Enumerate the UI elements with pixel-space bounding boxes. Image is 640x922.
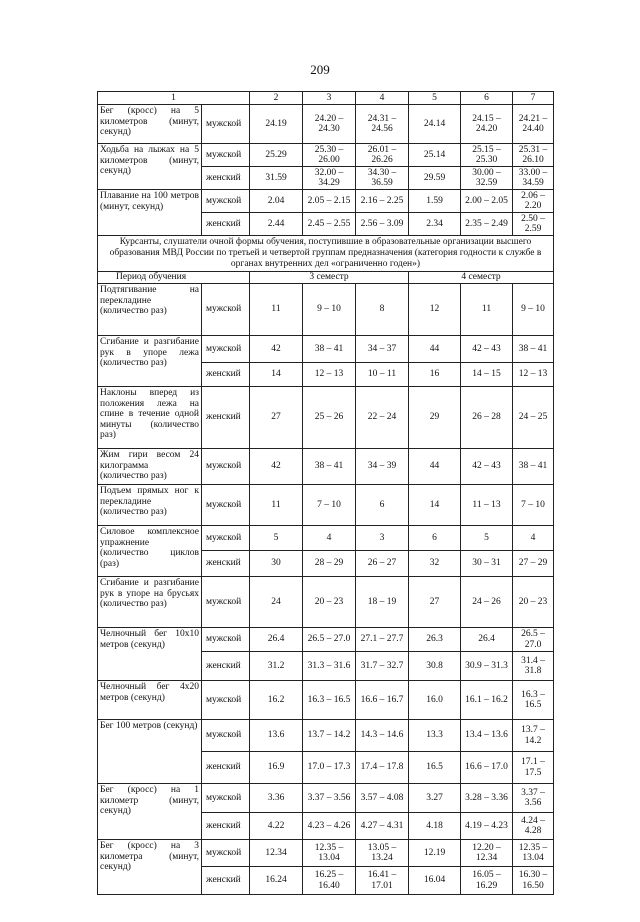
exercise-name: Бег (кросс) на 5 километров (минут, секунд) [98,105,202,144]
sex-cell: мужской [202,681,250,720]
norm-value: 24.31 – 24.56 [356,105,409,144]
norm-value: 25.14 [409,144,461,167]
norm-value: 24.15 – 24.20 [461,105,513,144]
column-number-row [98,92,554,105]
norm-value: 22 – 24 [356,387,409,449]
norm-value: 34.30 – 36.59 [356,167,409,190]
norm-value: 30.8 [409,652,461,681]
sex-cell: мужской [202,526,250,551]
norm-value: 9 – 10 [513,284,554,336]
norm-value: 3 [356,526,409,551]
norm-value: 4.23 – 4.26 [303,813,356,840]
sex-cell: женский [202,813,250,840]
norm-value: 27.1 – 27.7 [356,628,409,652]
norm-value: 3.57 – 4.08 [356,784,409,813]
column-number-header: 5 [409,92,461,105]
sex-cell: мужской [202,485,250,526]
norm-value: 14.3 – 14.6 [356,720,409,752]
table-row [98,526,554,551]
norm-value: 14 [250,363,303,387]
norm-value: 16.04 [409,867,461,895]
table-row [98,144,554,167]
sex-cell: мужской [202,190,250,213]
norm-value: 5 [461,526,513,551]
norm-value: 18 – 19 [356,577,409,628]
norm-value: 12.35 – 13.04 [303,840,356,867]
norm-value: 11 – 13 [461,485,513,526]
sex-cell: женский [202,387,250,449]
norm-value: 27 [409,577,461,628]
column-number-header: 7 [513,92,554,105]
norm-value: 16.2 [250,681,303,720]
norm-value: 16.6 – 16.7 [356,681,409,720]
sex-cell: женский [202,752,250,784]
norm-value: 33.00 – 34.59 [513,167,554,190]
norm-value: 13.7 – 14.2 [303,720,356,752]
column-number-header: 2 [250,92,303,105]
norm-value: 29.59 [409,167,461,190]
norm-value: 12.35 – 13.04 [513,840,554,867]
norm-value: 42 – 43 [461,336,513,363]
column-number-header: 1 [98,92,250,105]
norm-value: 12 – 13 [513,363,554,387]
norm-value: 16.1 – 16.2 [461,681,513,720]
norm-value: 2.44 [250,213,303,236]
norm-value: 4 [303,526,356,551]
norm-value: 38 – 41 [513,336,554,363]
column-number-header: 4 [356,92,409,105]
exercise-name: Сгибание и разгибание рук в упоре на брусьях (количество раз) [98,577,202,628]
norm-value: 6 [409,526,461,551]
norm-value: 24.21 – 24.40 [513,105,554,144]
sex-cell: мужской [202,784,250,813]
norm-value: 42 [250,336,303,363]
sex-cell: мужской [202,144,250,167]
norm-value: 26.01 – 26.26 [356,144,409,167]
norm-value: 44 [409,336,461,363]
exercise-name: Силовое комплексное упражнение (количество циклов (раз) [98,526,202,577]
table-row [98,840,554,867]
norm-value: 16.3 – 16.5 [303,681,356,720]
norm-value: 16 [409,363,461,387]
norm-value: 16.9 [250,752,303,784]
norm-value: 30.00 – 32.59 [461,167,513,190]
norm-value: 38 – 41 [513,449,554,485]
norm-value: 13.6 [250,720,303,752]
sex-cell: женский [202,652,250,681]
norm-value: 3.27 [409,784,461,813]
norm-value: 3.36 [250,784,303,813]
norm-value: 27 – 29 [513,551,554,577]
table-row [98,485,554,526]
norm-value: 9 – 10 [303,284,356,336]
norm-value: 4 [513,526,554,551]
norm-value: 24 – 26 [461,577,513,628]
norm-value: 12.19 [409,840,461,867]
sex-cell: женский [202,213,250,236]
exercise-name: Подъем прямых ног к перекладине (количество раз) [98,485,202,526]
norm-value: 11 [250,284,303,336]
norm-value: 26.3 [409,628,461,652]
norm-value: 13.05 – 13.24 [356,840,409,867]
norm-value: 16.24 [250,867,303,895]
category-note-row [98,236,554,272]
norm-value: 38 – 41 [303,336,356,363]
norm-value: 26.4 [461,628,513,652]
norm-value: 14 [409,485,461,526]
exercise-name: Ходьба на лыжах на 5 километров (минут, секунд) [98,144,202,190]
norm-value: 16.0 [409,681,461,720]
norm-value: 17.1 – 17.5 [513,752,554,784]
norm-value: 31.59 [250,167,303,190]
norm-value: 16.6 – 17.0 [461,752,513,784]
norm-value: 24.20 – 24.30 [303,105,356,144]
norm-value: 26.5 – 27.0 [513,628,554,652]
exercise-name: Жим гири весом 24 килограмма (количество раз) [98,449,202,485]
exercise-name: Челночный бег 10x10 метров (секунд) [98,628,202,681]
sex-cell: мужской [202,284,250,336]
norm-value: 2.06 – 2.20 [513,190,554,213]
norm-value: 2.16 – 2.25 [356,190,409,213]
norm-value: 24 – 25 [513,387,554,449]
norm-value: 6 [356,485,409,526]
exercise-name: Сгибание и разгибание рук в упоре лежа (количество раз) [98,336,202,387]
norm-value: 26.4 [250,628,303,652]
norm-value: 30 [250,551,303,577]
norm-value: 44 [409,449,461,485]
exercise-name: Плавание на 100 метров (минут, секунд) [98,190,202,236]
norm-value: 27 [250,387,303,449]
norm-value: 3.37 – 3.56 [303,784,356,813]
norm-value: 26 – 28 [461,387,513,449]
norm-value: 4.27 – 4.31 [356,813,409,840]
norm-value: 12.20 – 12.34 [461,840,513,867]
norm-value: 13.7 – 14.2 [513,720,554,752]
norm-value: 16.25 – 16.40 [303,867,356,895]
norm-value: 32.00 – 34.29 [303,167,356,190]
norm-value: 3.37 – 3.56 [513,784,554,813]
norm-value: 31.4 – 31.8 [513,652,554,681]
norm-value: 34 – 37 [356,336,409,363]
norm-value: 2.05 – 2.15 [303,190,356,213]
table-row [98,190,554,213]
norm-value: 34 – 39 [356,449,409,485]
exercise-name: Бег (кросс) на 1 километр (минут, секунд) [98,784,202,840]
exercise-name: Подтягивание на перекладине (количество раз) [98,284,202,336]
norm-value: 25.30 – 26.00 [303,144,356,167]
category-note: Курсанты, слушатели очной формы обучения, поступившие в образовательные организации высшего образования МВД России по третьей и четвертой группам предназначения (категория годности к службе в органах внутренних дел «ограниченно годен») [98,236,554,272]
sex-cell: женский [202,363,250,387]
table-row [98,681,554,720]
norm-value: 5 [250,526,303,551]
norm-value: 11 [250,485,303,526]
norm-value: 12 [409,284,461,336]
semester-4-header: 4 семестр [409,272,554,284]
norm-value: 2.45 – 2.55 [303,213,356,236]
norm-value: 26.5 – 27.0 [303,628,356,652]
column-number-header: 6 [461,92,513,105]
exercise-name: Бег (кросс) на 3 километра (минут, секунд) [98,840,202,895]
table-row [98,387,554,449]
sex-cell: мужской [202,840,250,867]
table-row [98,105,554,144]
norm-value: 7 – 10 [303,485,356,526]
norm-value: 2.00 – 2.05 [461,190,513,213]
norm-value: 16.41 – 17.01 [356,867,409,895]
norm-value: 3.28 – 3.36 [461,784,513,813]
sex-cell: женский [202,167,250,190]
norm-value: 11 [461,284,513,336]
norm-value: 24.14 [409,105,461,144]
sex-cell: мужской [202,336,250,363]
norm-value: 2.04 [250,190,303,213]
norm-value: 38 – 41 [303,449,356,485]
norm-value: 42 – 43 [461,449,513,485]
norm-value: 16.05 – 16.29 [461,867,513,895]
norm-value: 14 – 15 [461,363,513,387]
norm-value: 4.24 – 4.28 [513,813,554,840]
norm-value: 10 – 11 [356,363,409,387]
norm-value: 7 – 10 [513,485,554,526]
table-row [98,720,554,752]
table-row [98,449,554,485]
norm-value: 29 [409,387,461,449]
norm-value: 20 – 23 [513,577,554,628]
norm-value: 17.0 – 17.3 [303,752,356,784]
norm-value: 16.30 – 16.50 [513,867,554,895]
table-row [98,784,554,813]
table-row [98,336,554,363]
norm-value: 20 – 23 [303,577,356,628]
norm-value: 24.19 [250,105,303,144]
norm-value: 30 – 31 [461,551,513,577]
norm-value: 25.29 [250,144,303,167]
sex-cell: женский [202,867,250,895]
norm-value: 2.34 [409,213,461,236]
norm-value: 4.19 – 4.23 [461,813,513,840]
norm-value: 4.18 [409,813,461,840]
sex-cell: мужской [202,628,250,652]
norm-value: 28 – 29 [303,551,356,577]
norm-value: 25 – 26 [303,387,356,449]
norm-value: 2.50 – 2.59 [513,213,554,236]
norm-value: 13.4 – 13.6 [461,720,513,752]
sex-cell: мужской [202,577,250,628]
norm-value: 25.31 – 26.10 [513,144,554,167]
norm-value: 13.3 [409,720,461,752]
norm-value: 26 – 27 [356,551,409,577]
norm-value: 4.22 [250,813,303,840]
norm-value: 30.9 – 31.3 [461,652,513,681]
period-label: Период обучения [98,272,250,284]
sex-cell: мужской [202,449,250,485]
norms-table [97,91,554,895]
page-number: 209 [310,62,330,77]
column-number-header: 3 [303,92,356,105]
norm-value: 17.4 – 17.8 [356,752,409,784]
table-row [98,577,554,628]
sex-cell: мужской [202,720,250,752]
table-row [98,284,554,336]
norm-value: 25.15 – 25.30 [461,144,513,167]
semester-3-header: 3 семестр [250,272,409,284]
norm-value: 16.3 – 16.5 [513,681,554,720]
norm-value: 31.3 – 31.6 [303,652,356,681]
norm-value: 31.2 [250,652,303,681]
norm-value: 8 [356,284,409,336]
norm-value: 42 [250,449,303,485]
exercise-name: Наклоны вперед из положения лежа на спине в течение одной минуты (количество раз) [98,387,202,449]
norm-value: 31.7 – 32.7 [356,652,409,681]
sex-cell: мужской [202,105,250,144]
sex-cell: женский [202,551,250,577]
norm-value: 16.5 [409,752,461,784]
norm-value: 2.56 – 3.09 [356,213,409,236]
table-row [98,628,554,652]
norm-value: 1.59 [409,190,461,213]
norm-value: 12.34 [250,840,303,867]
period-header-row [98,272,554,284]
norm-value: 24 [250,577,303,628]
norm-value: 32 [409,551,461,577]
exercise-name: Челночный бег 4x20 метров (секунд) [98,681,202,720]
norm-value: 12 – 13 [303,363,356,387]
norm-value: 2.35 – 2.49 [461,213,513,236]
exercise-name: Бег 100 метров (секунд) [98,720,202,784]
